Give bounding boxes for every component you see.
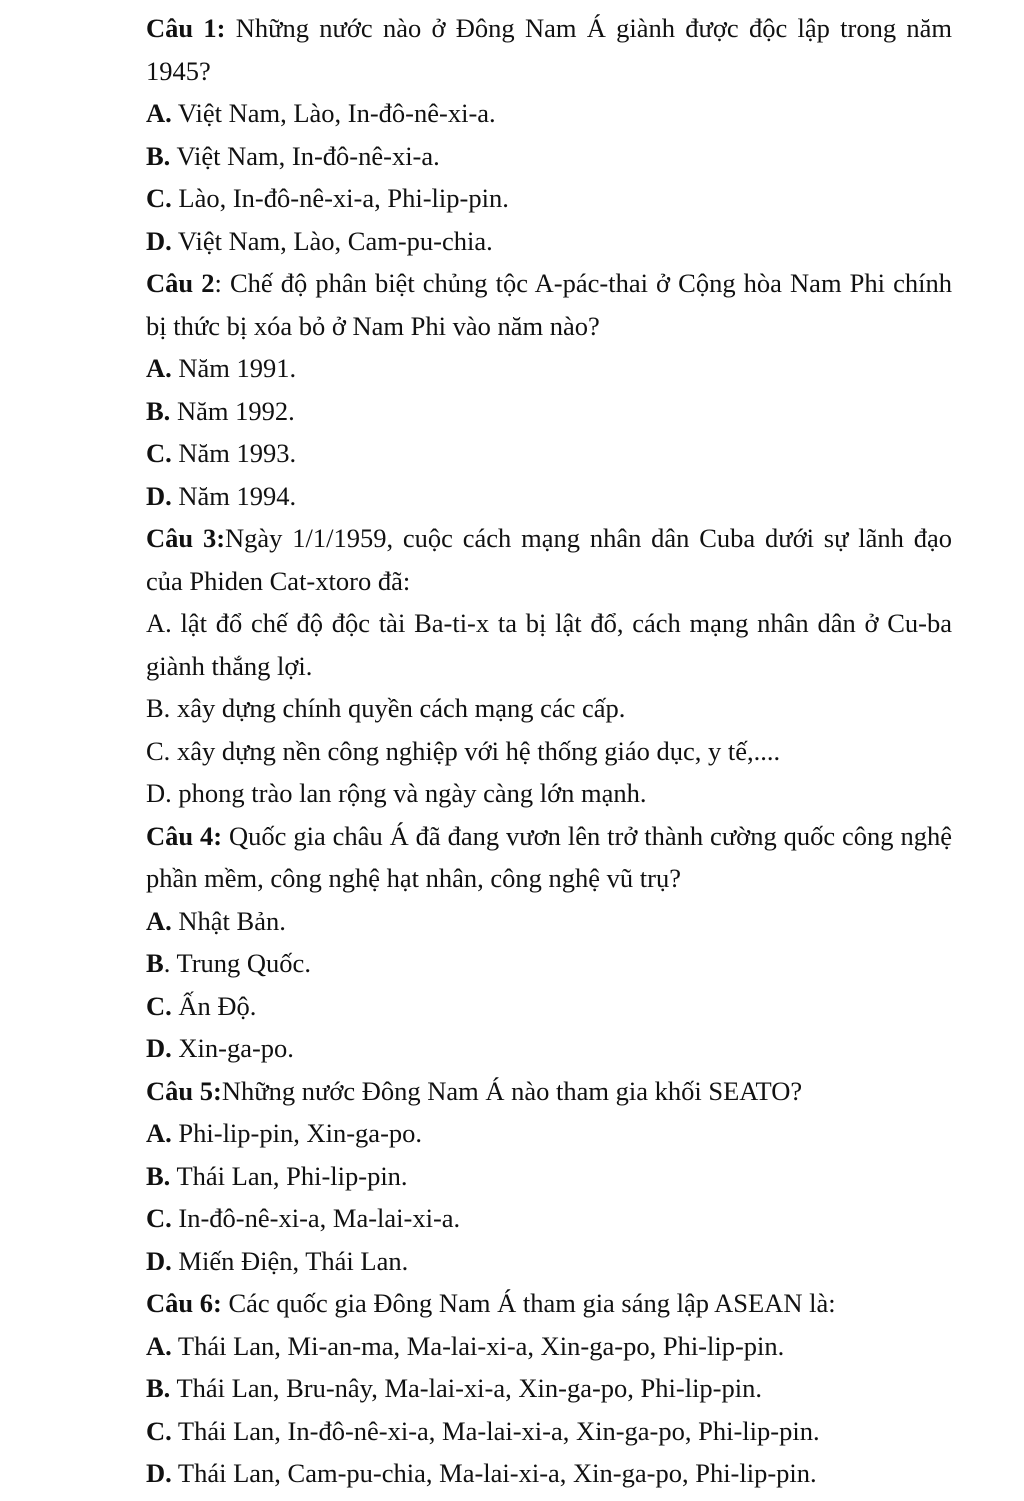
question-5-label: Câu 5:	[146, 1075, 222, 1106]
question-6	[146, 1282, 952, 1325]
option-key: B.	[146, 693, 171, 723]
question-5-text: Những nước Đông Nam Á nào tham gia khối SEATO?	[221, 1075, 803, 1106]
option-text: Năm 1993.	[171, 438, 297, 468]
option-key: C.	[146, 735, 171, 766]
question-2-text: : Chế độ phân biệt chủng tộc A-pác-thai ở Cộng hòa Nam Phi chính bị thức bị xóa bỏ ở Nam Phi vào năm nào?	[146, 268, 952, 341]
option-key: C.	[146, 1203, 172, 1233]
option-key: B.	[146, 1160, 171, 1191]
question-6-option-d	[146, 1452, 952, 1495]
option-key: D.	[146, 1033, 172, 1063]
option-text: Năm 1994.	[171, 480, 297, 511]
option-text: lật đổ chế độ độc tài Ba-ti-x ta bị lật đổ, cách mạng nhân dân ở Cu-ba giành thắng lợi.	[146, 608, 952, 681]
option-key: D.	[146, 1245, 172, 1276]
question-6-option-b	[146, 1367, 952, 1410]
quiz-document	[146, 7, 952, 1495]
option-text: . Trung Quốc.	[163, 948, 311, 978]
option-text: Việt Nam, Lào, In-đô-nê-xi-a.	[171, 98, 496, 128]
question-1-text: Những nước nào ở Đông Nam Á giành được độc lập trong năm 1945?	[146, 13, 952, 86]
question-4-label: Câu 4:	[146, 820, 223, 851]
option-key: D.	[146, 480, 172, 511]
option-key: C.	[146, 183, 172, 213]
question-3-text: Ngày 1/1/1959, cuộc cách mạng nhân dân Cuba dưới sự lãnh đạo của Phiden Cat-xtoro đã:	[146, 523, 953, 596]
option-key: D.	[146, 225, 172, 256]
option-text: Nhật Bản.	[171, 905, 286, 936]
question-4-option-a	[146, 900, 952, 943]
question-5-option-b	[146, 1155, 952, 1198]
option-key: A.	[146, 353, 172, 383]
question-3-label: Câu 3:	[146, 523, 226, 553]
question-1-option-d	[146, 220, 952, 263]
option-text: Phi-lip-pin, Xin-ga-po.	[171, 1118, 423, 1148]
question-1-option-a	[146, 92, 952, 135]
question-3-option-d	[146, 772, 952, 815]
option-text: Thái Lan, Cam-pu-chia, Ma-lai-xi-a, Xin-ga-po, Phi-lip-pin.	[171, 1458, 817, 1488]
option-text: Miến Điện, Thái Lan.	[171, 1245, 409, 1276]
question-4-option-b	[146, 942, 952, 985]
question-4-option-d	[146, 1027, 952, 1070]
option-key: C.	[146, 1415, 172, 1446]
option-text: Thái Lan, Mi-an-ma, Ma-lai-xi-a, Xin-ga-po, Phi-lip-pin.	[171, 1330, 785, 1361]
option-key: C.	[146, 438, 172, 468]
question-1-option-c	[146, 177, 952, 220]
question-6-text: Các quốc gia Đông Nam Á tham gia sáng lập ASEAN là:	[221, 1288, 836, 1318]
option-text: Lào, In-đô-nê-xi-a, Phi-lip-pin.	[171, 183, 509, 213]
option-text: Xin-ga-po.	[171, 1033, 294, 1063]
option-text: Việt Nam, Lào, Cam-pu-chia.	[171, 225, 493, 256]
option-key: A.	[146, 1330, 172, 1361]
option-text: xây dựng nền công nghiệp với hệ thống giáo dục, y tế,....	[170, 735, 781, 766]
question-5-option-c	[146, 1197, 952, 1240]
question-6-option-a	[146, 1325, 952, 1368]
option-key: B	[146, 948, 164, 978]
question-3-option-a	[146, 602, 952, 687]
option-key: D.	[146, 1458, 172, 1488]
option-text: Năm 1991.	[171, 353, 297, 383]
option-text: Ấn Độ.	[171, 990, 257, 1021]
option-text: xây dựng chính quyền cách mạng các cấp.	[170, 693, 626, 723]
question-5-option-d	[146, 1240, 952, 1283]
question-3-option-c	[146, 730, 952, 773]
question-4-text: Quốc gia châu Á đã đang vươn lên trở thành cường quốc công nghệ phần mềm, công nghệ hạt nhân, công nghệ vũ trụ?	[146, 820, 952, 893]
question-6-label: Câu 6:	[146, 1288, 222, 1318]
option-key: B.	[146, 395, 171, 426]
question-4-option-c	[146, 985, 952, 1028]
question-3-option-b	[146, 687, 952, 730]
question-4	[146, 815, 952, 900]
question-6-option-c	[146, 1410, 952, 1453]
option-key: B.	[146, 140, 171, 171]
option-text: Thái Lan, Phi-lip-pin.	[170, 1160, 408, 1191]
option-key: A.	[146, 1118, 172, 1148]
option-key: A.	[146, 608, 172, 638]
question-2-option-b	[146, 390, 952, 433]
question-2-option-a	[146, 347, 952, 390]
question-1-label: Câu 1:	[146, 13, 226, 43]
question-2	[146, 262, 952, 347]
question-1-option-b	[146, 135, 952, 178]
option-key: A.	[146, 98, 172, 128]
question-3	[146, 517, 952, 602]
question-1	[146, 7, 952, 92]
question-2-label: Câu 2	[146, 268, 215, 298]
option-key: C.	[146, 990, 172, 1021]
option-text: Việt Nam, In-đô-nê-xi-a.	[170, 140, 440, 171]
option-text: Năm 1992.	[170, 395, 295, 426]
option-text: In-đô-nê-xi-a, Ma-lai-xi-a.	[171, 1203, 461, 1233]
option-text: Thái Lan, In-đô-nê-xi-a, Ma-lai-xi-a, Xin-ga-po, Phi-lip-pin.	[171, 1415, 820, 1446]
question-5-option-a	[146, 1112, 952, 1155]
option-key: D.	[146, 778, 172, 808]
question-2-option-c	[146, 432, 952, 475]
question-5	[146, 1070, 952, 1113]
question-2-option-d	[146, 475, 952, 518]
option-text: Thái Lan, Bru-nây, Ma-lai-xi-a, Xin-ga-po, Phi-lip-pin.	[170, 1373, 762, 1403]
option-key: B.	[146, 1373, 171, 1403]
option-text: phong trào lan rộng và ngày càng lớn mạnh.	[171, 778, 647, 808]
option-key: A.	[146, 905, 172, 936]
